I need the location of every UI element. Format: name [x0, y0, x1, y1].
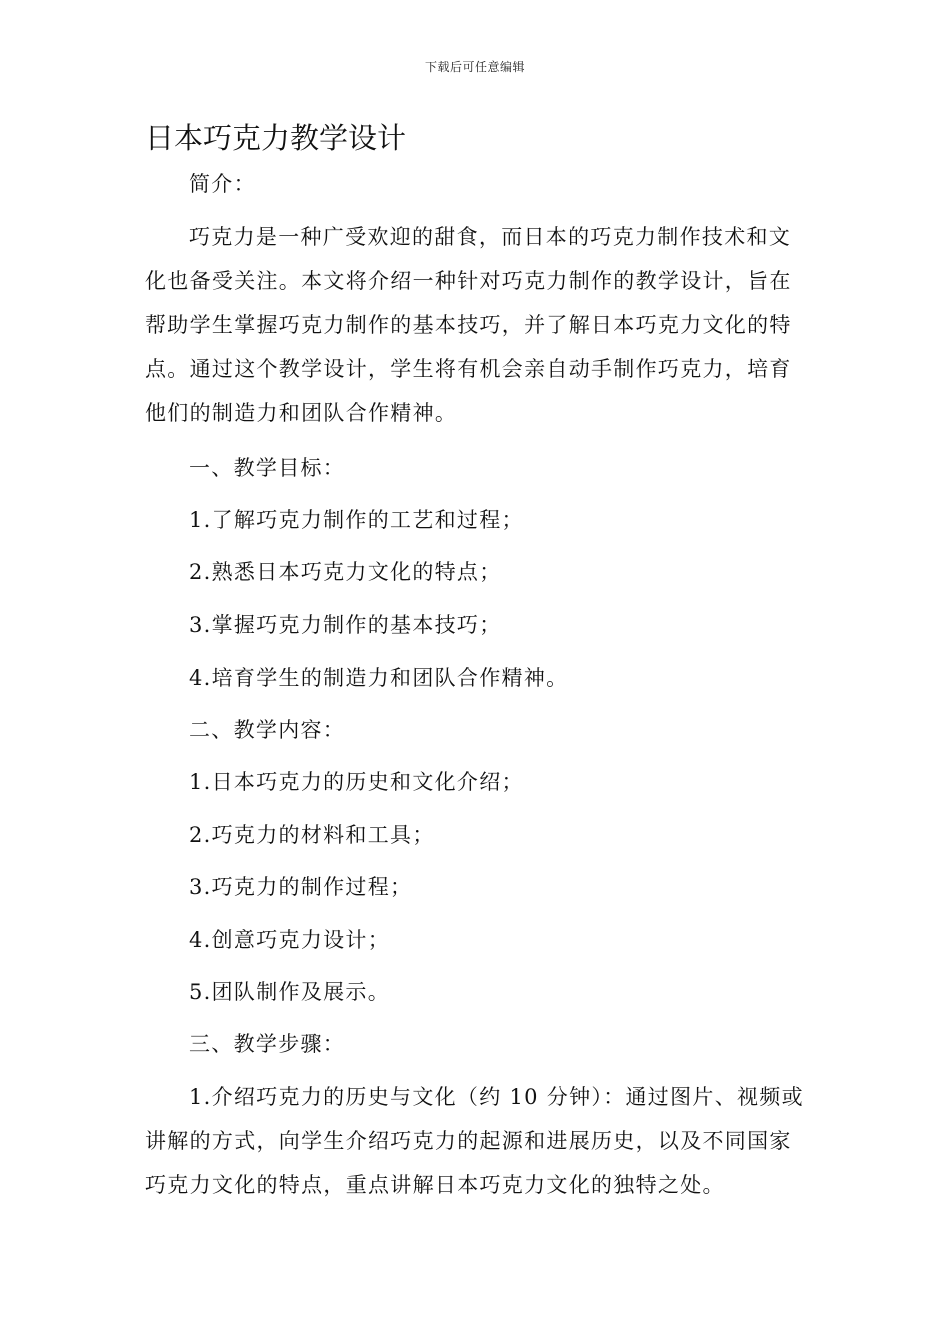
list-item: 4.创意巧克力设计； [189, 928, 391, 952]
intro-line: 巧克力是一种广受欢迎的甜食，而日本的巧克力制作技术和文 [189, 225, 792, 249]
list-item: 3.巧克力的制作过程； [189, 875, 413, 899]
section-heading: 一、教学目标： [189, 456, 346, 480]
intro-line: 帮助学生掌握巧克力制作的基本技巧，并了解日本巧克力文化的特 [145, 313, 792, 337]
intro-line: 他们的制造力和团队合作精神。 [145, 401, 458, 425]
section-heading: 二、教学内容： [189, 718, 346, 742]
intro-label: 简介： [189, 172, 256, 196]
list-item: 2.熟悉日本巧克力文化的特点； [189, 560, 502, 584]
intro-line: 点。通过这个教学设计，学生将有机会亲自动手制作巧克力，培育 [145, 357, 792, 381]
intro-line: 化也备受关注。本文将介绍一种针对巧克力制作的教学设计，旨在 [145, 269, 792, 293]
step-line: 巧克力文化的特点，重点讲解日本巧克力文化的独特之处。 [145, 1173, 725, 1197]
step-line: 1.介绍巧克力的历史与文化（约 10 分钟）：通过图片、视频或 [189, 1085, 804, 1109]
header-note: 下载后可任意编辑 [424, 60, 525, 74]
list-item: 1.了解巧克力制作的工艺和过程； [189, 508, 524, 532]
section-heading: 三、教学步骤： [189, 1032, 346, 1056]
list-item: 4.培育学生的制造力和团队合作精神。 [189, 666, 569, 690]
list-item: 2.巧克力的材料和工具； [189, 823, 435, 847]
page-title: 日本巧克力教学设计 [145, 121, 407, 155]
list-item: 1.日本巧克力的历史和文化介绍； [189, 770, 524, 794]
list-item: 3.掌握巧克力制作的基本技巧； [189, 613, 502, 637]
step-line: 讲解的方式，向学生介绍巧克力的起源和进展历史，以及不同国家 [145, 1129, 792, 1153]
list-item: 5.团队制作及展示。 [189, 980, 391, 1004]
